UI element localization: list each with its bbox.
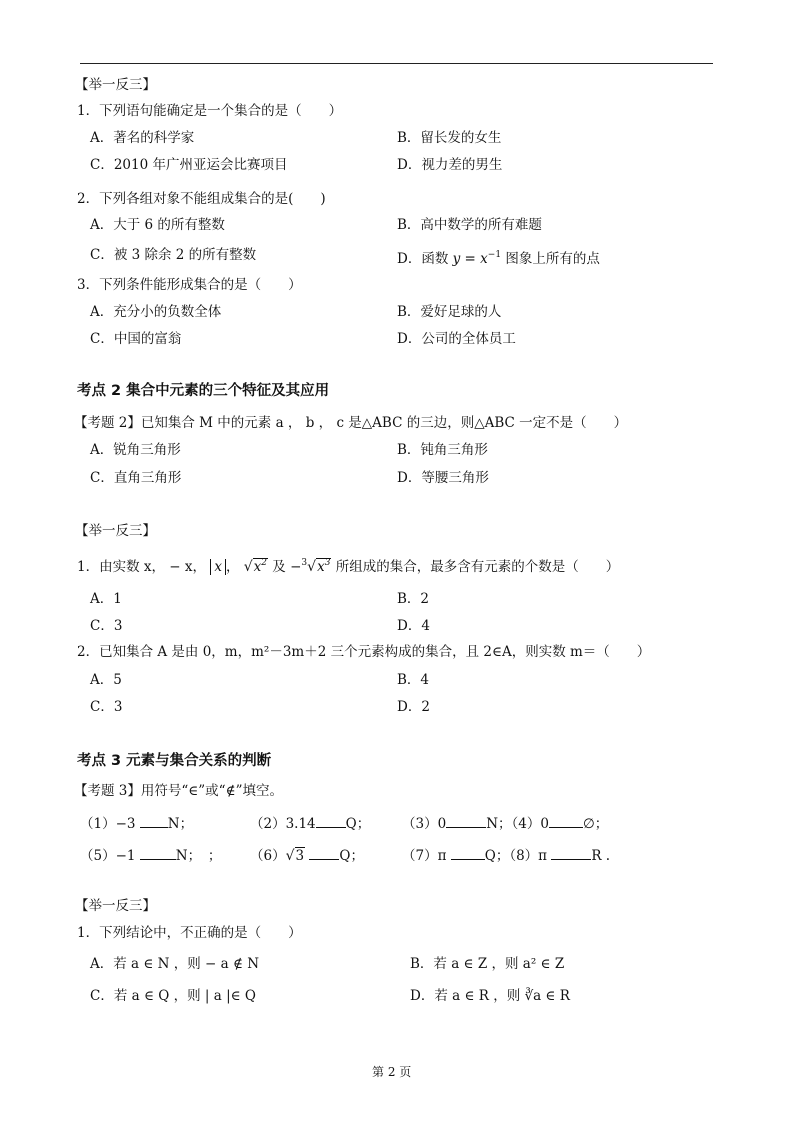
- q3-stem: 3．下列条件能形成集合的是（ ）: [77, 277, 302, 293]
- example2-option-d: D．等腰三角形: [397, 470, 489, 486]
- fill-item-6: （6）√3 Q；: [250, 848, 364, 864]
- q3-option-c: C．中国的富翁: [90, 331, 182, 347]
- q2-option-d: D．函数 $y = x^{-1}$ 图象上所有的点: [397, 250, 600, 267]
- section-title-kaodian3: 考点 3 元素与集合关系的判断: [77, 753, 272, 769]
- b3-q1-stem: 1．下列结论中，不正确的是（ ）: [77, 925, 302, 941]
- b3-q1-option-d: D．若 a ∈ R ，则 ∛a ∈ R: [410, 988, 570, 1004]
- example2-text: 【考题 2】已知集合 M 中的元素 a ， b ， c 是△ABC 的三边，则△ABC 一定不是（ ）: [74, 415, 628, 431]
- b2-q1-option-c: C．3: [90, 618, 123, 634]
- example2-option-c: C．直角三角形: [90, 470, 182, 486]
- b2-q1-stem: 1．由实数 x， − x， x ， $√x^2$ 及 $-^3√x^3$ 所组成的集合，最多含有元素的个数是（ ）: [77, 558, 620, 575]
- b2-q1-option-b: B．2: [397, 591, 430, 607]
- fill-item-7-8: （7）π Q；（8）π R .: [402, 848, 611, 864]
- example2-option-a: A．锐角三角形: [90, 442, 181, 458]
- b2-q2-option-c: C．3: [90, 699, 123, 715]
- b3-q1-option-c: C．若 a ∈ Q ，则 | a |∈ Q: [90, 988, 256, 1004]
- q2-option-c: C．被 3 除余 2 的所有整数: [90, 247, 257, 263]
- b2-q1-option-d: D．4: [397, 618, 430, 634]
- b3-q1-option-a: A．若 a ∈ N ，则 − a ∉ N: [90, 956, 260, 972]
- q1-option-d: D．视力差的男生: [397, 157, 503, 173]
- header-rule: [80, 63, 713, 64]
- b2-q1-option-a: A．1: [90, 591, 122, 607]
- q3-option-a: A．充分小的负数全体: [90, 304, 222, 320]
- block1-header: 【举一反三】: [75, 77, 156, 93]
- q2-stem: 2．下列各组对象不能组成集合的是( ): [77, 191, 326, 207]
- q1-option-a: A．著名的科学家: [90, 130, 195, 146]
- q2-option-b: B．高中数学的所有难题: [397, 217, 542, 233]
- q1-option-b: B．留长发的女生: [397, 130, 502, 146]
- b3-q1-option-b: B．若 a ∈ Z ，则 a² ∈ Z: [410, 956, 565, 972]
- section-title-kaodian2: 考点 2 集合中元素的三个特征及其应用: [77, 383, 330, 399]
- b2-q2-stem: 2．已知集合 A 是由 0，m，m²－3m＋2 三个元素构成的集合，且 2∈A，则实数 m＝（ ）: [77, 644, 651, 660]
- fill-item-1: （1）−3 N；: [80, 816, 194, 832]
- b2-q2-option-d: D．2: [397, 699, 430, 715]
- page-number: 第 2 页: [372, 1065, 412, 1079]
- example3-text: 【考题 3】用符号“∈”或“∉”填空。: [74, 783, 283, 799]
- q1-option-c: C．2010 年广州亚运会比赛项目: [90, 157, 288, 173]
- fill-item-3-4: （3）0 N；（4）0 ∅；: [402, 816, 609, 832]
- b2-q2-option-b: B．4: [397, 672, 430, 688]
- q2-option-a: A．大于 6 的所有整数: [90, 217, 225, 233]
- example2-option-b: B．钝角三角形: [397, 442, 488, 458]
- q3-option-d: D．公司的全体员工: [397, 331, 516, 347]
- fill-item-2: （2）3.14 Q；: [250, 816, 371, 832]
- block3-header: 【举一反三】: [75, 898, 156, 914]
- block2-header: 【举一反三】: [75, 523, 156, 539]
- q1-stem: 1．下列语句能确定是一个集合的是（ ）: [77, 103, 343, 119]
- b2-q2-option-a: A．5: [90, 672, 122, 688]
- fill-item-5: （5）−1 N； ；: [80, 848, 222, 864]
- q3-option-b: B．爱好足球的人: [397, 304, 502, 320]
